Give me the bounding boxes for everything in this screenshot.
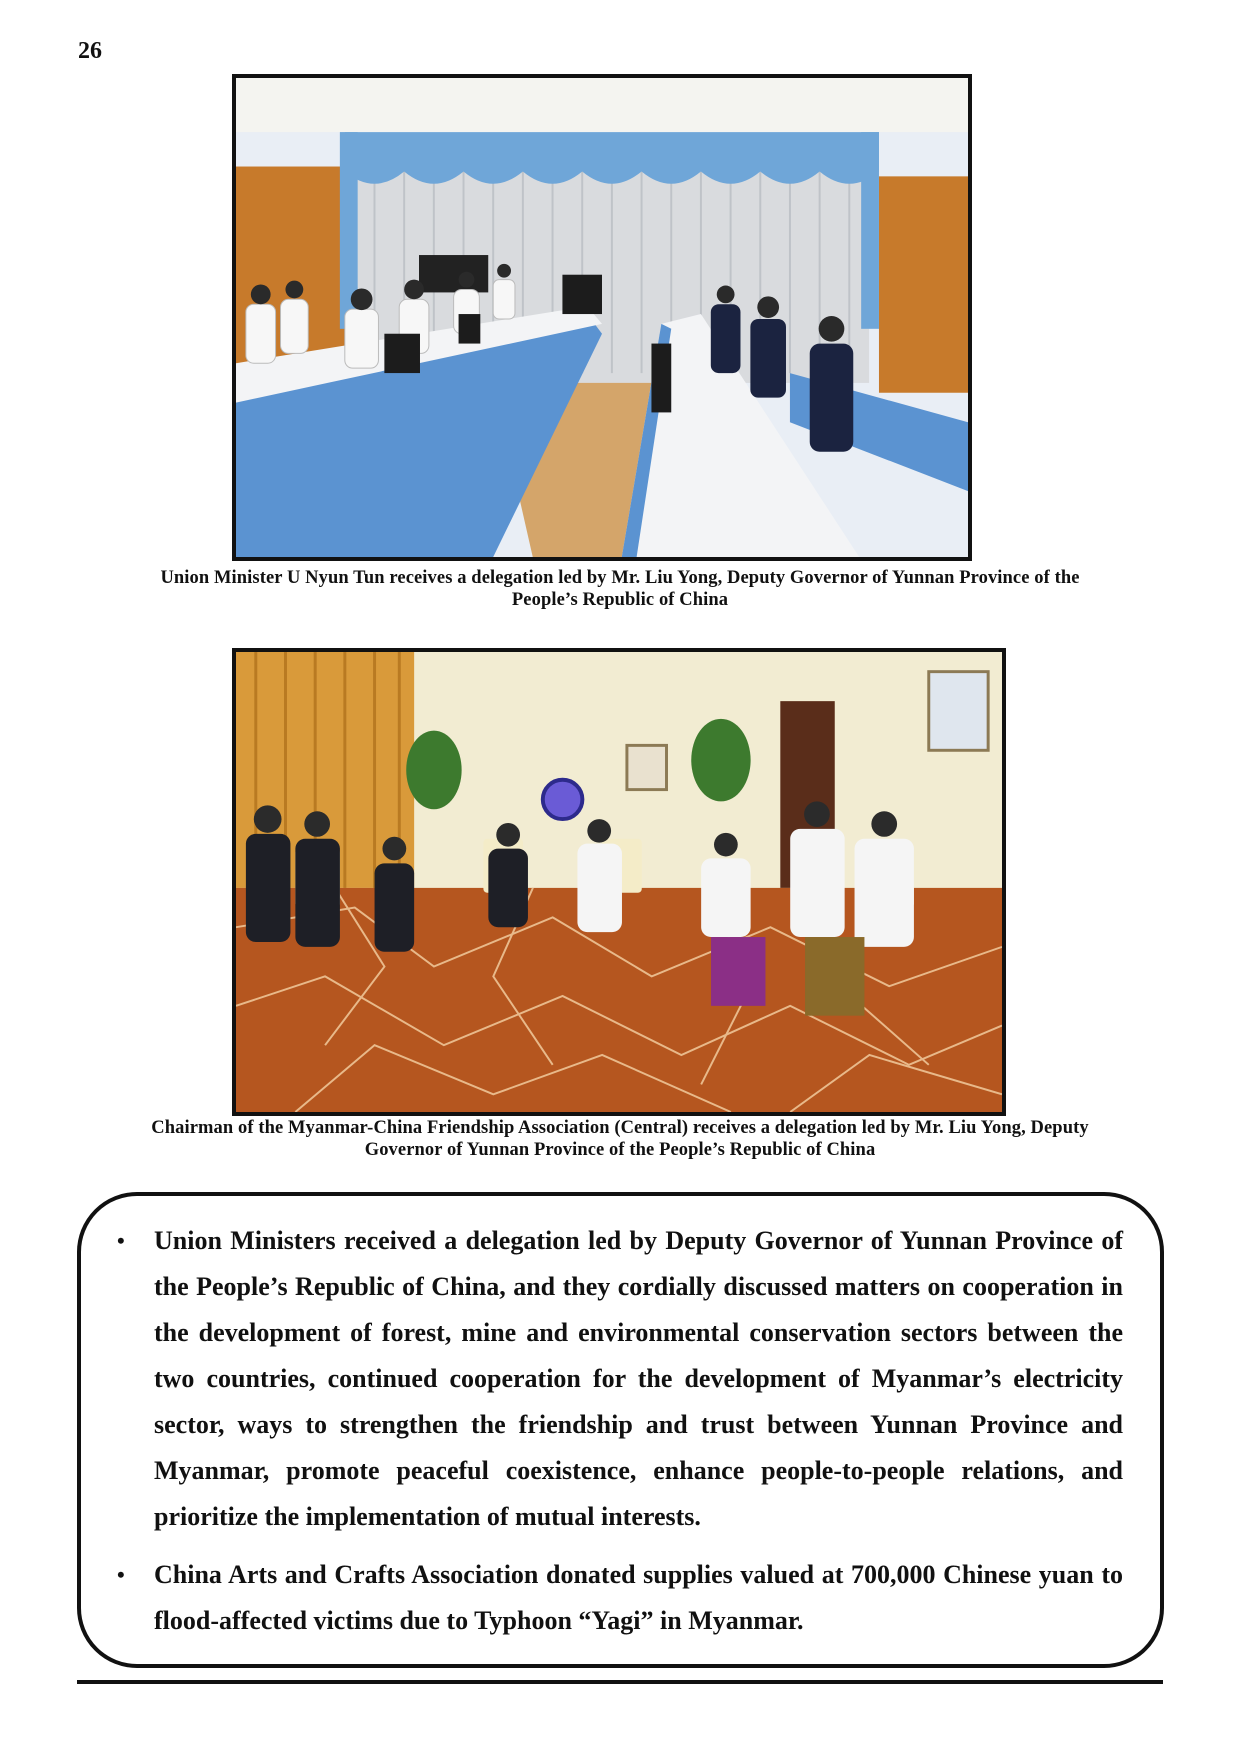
page-number: 26	[78, 38, 102, 64]
meeting-room-illustration	[236, 78, 968, 557]
bullet-icon: •	[117, 1562, 125, 1587]
summary-bullet	[113, 1552, 1123, 1644]
reception-room-illustration	[236, 652, 1002, 1112]
photo-caption: Union Minister U Nyun Tun receives a delegation led by Mr. Liu Yong, Deputy Governor of Yunnan Province of the People’s Republic of China	[160, 568, 1080, 610]
footer-rule	[77, 1680, 1163, 1684]
bullet-text: Union Ministers received a delegation led by Deputy Governor of Yunnan Province of the People’s Republic of China, and they cordially discussed matters on cooperation in the development of forest, mine and environmental conservation sectors between the two countries, continued cooperation for the development of Myanmar’s electricity sector, ways to strengthen the friendship and trust between Yunnan Province and Myanmar, promote peaceful coexistence, enhance people-to-people relations, and prioritize the implementation of mutual interests.	[154, 1226, 1123, 1531]
meeting-room-photo	[232, 74, 972, 561]
bullet-text: China Arts and Crafts Association donated supplies valued at 700,000 Chinese yuan to flood-affected victims due to Typhoon “Yagi” in Myanmar.	[154, 1560, 1123, 1635]
summary-box	[77, 1192, 1164, 1668]
reception-room-photo	[232, 648, 1006, 1116]
summary-list	[113, 1218, 1123, 1656]
summary-bullet	[113, 1218, 1123, 1540]
photo-caption: Chairman of the Myanmar-China Friendship Association (Central) receives a delegation led by Mr. Liu Yong, Deputy Governor of Yunnan Province of the People’s Republic of China	[151, 1118, 1089, 1160]
bullet-icon: •	[117, 1228, 125, 1253]
